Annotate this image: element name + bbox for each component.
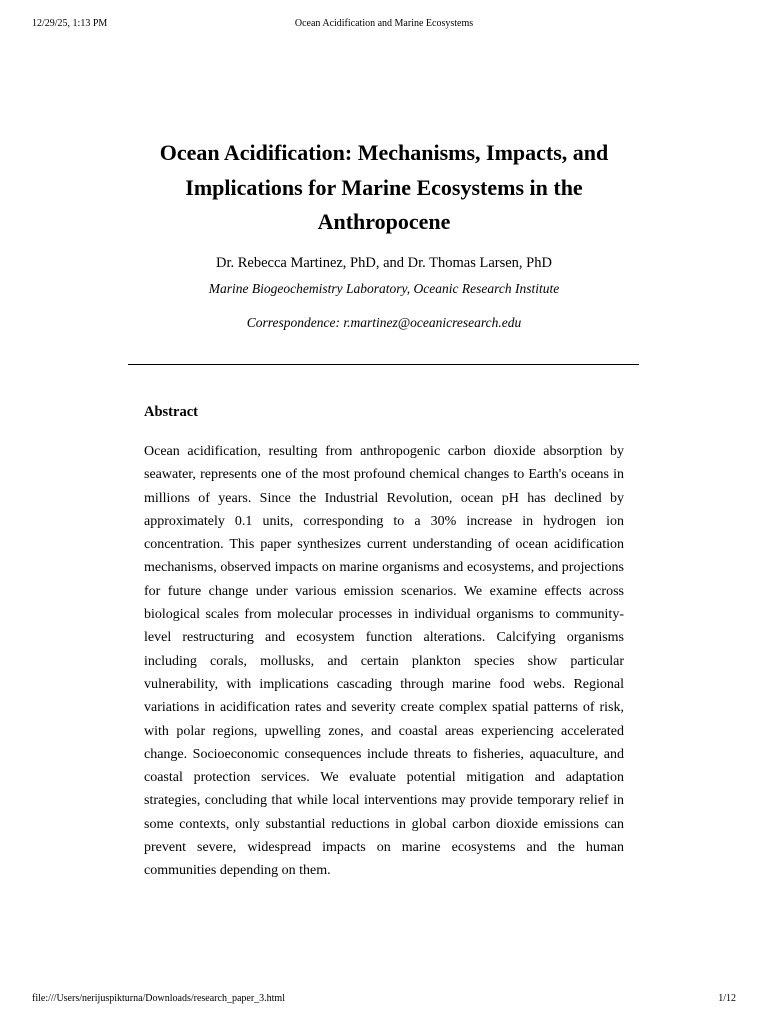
print-header bbox=[32, 17, 736, 31]
abstract-heading: Abstract bbox=[144, 404, 198, 420]
print-page-indicator: 1/12 bbox=[718, 993, 736, 1004]
paper-authors: Dr. Rebecca Martinez, PhD, and Dr. Thomas Larsen, PhD bbox=[216, 255, 552, 271]
paper-affiliation: Marine Biogeochemistry Laboratory, Oceanic Research Institute bbox=[208, 281, 560, 296]
paper-correspondence: Correspondence: r.martinez@oceanicresearch.edu bbox=[246, 315, 522, 330]
paper-title: Ocean Acidification: Mechanisms, Impacts, and Implications for Marine Ecosystems in the Anthropocene bbox=[159, 140, 609, 234]
print-file-path: file:///Users/nerijuspikturna/Downloads/research_paper_3.html bbox=[32, 993, 285, 1004]
print-datetime: 12/29/25, 1:13 PM bbox=[32, 18, 108, 29]
title-divider bbox=[128, 364, 639, 365]
abstract-body: Ocean acidification, resulting from anthropogenic carbon dioxide absorption by seawater, represents one of the most profound chemical changes to Earth's oceans in millions of years. Since the Industrial Revolution, ocean pH has declined by approximately 0.1 units, corresponding to a 30% increase in hydrogen ion concentration. This paper synthesizes current understanding of ocean acidification mechanisms, observed impacts on marine organisms and ecosystems, and projections for future change under various emission scenarios. We examine effects across biological scales from molecular processes in individual organisms to community-level restructuring and ecosystem function alterations. Calcifying organisms including corals, mollusks, and certain plankton species show particular vulnerability, with implications cascading through marine food webs. Regional variations in acidification rates and severity create complex spatial patterns of risk, with polar regions, upwelling zones, and coastal areas experiencing accelerated change. Socioeconomic consequences include threats to fisheries, aquaculture, and coastal protection services. We evaluate potential mitigation and adaptation strategies, concluding that while local interventions may provide temporary relief in some contexts, only substantial reductions in global carbon dioxide emissions can prevent severe, widespread impacts on marine ecosystems and the human communities depending on them. bbox=[144, 444, 624, 879]
print-footer bbox=[32, 992, 736, 1006]
print-document-title: Ocean Acidification and Marine Ecosystems bbox=[294, 18, 474, 29]
